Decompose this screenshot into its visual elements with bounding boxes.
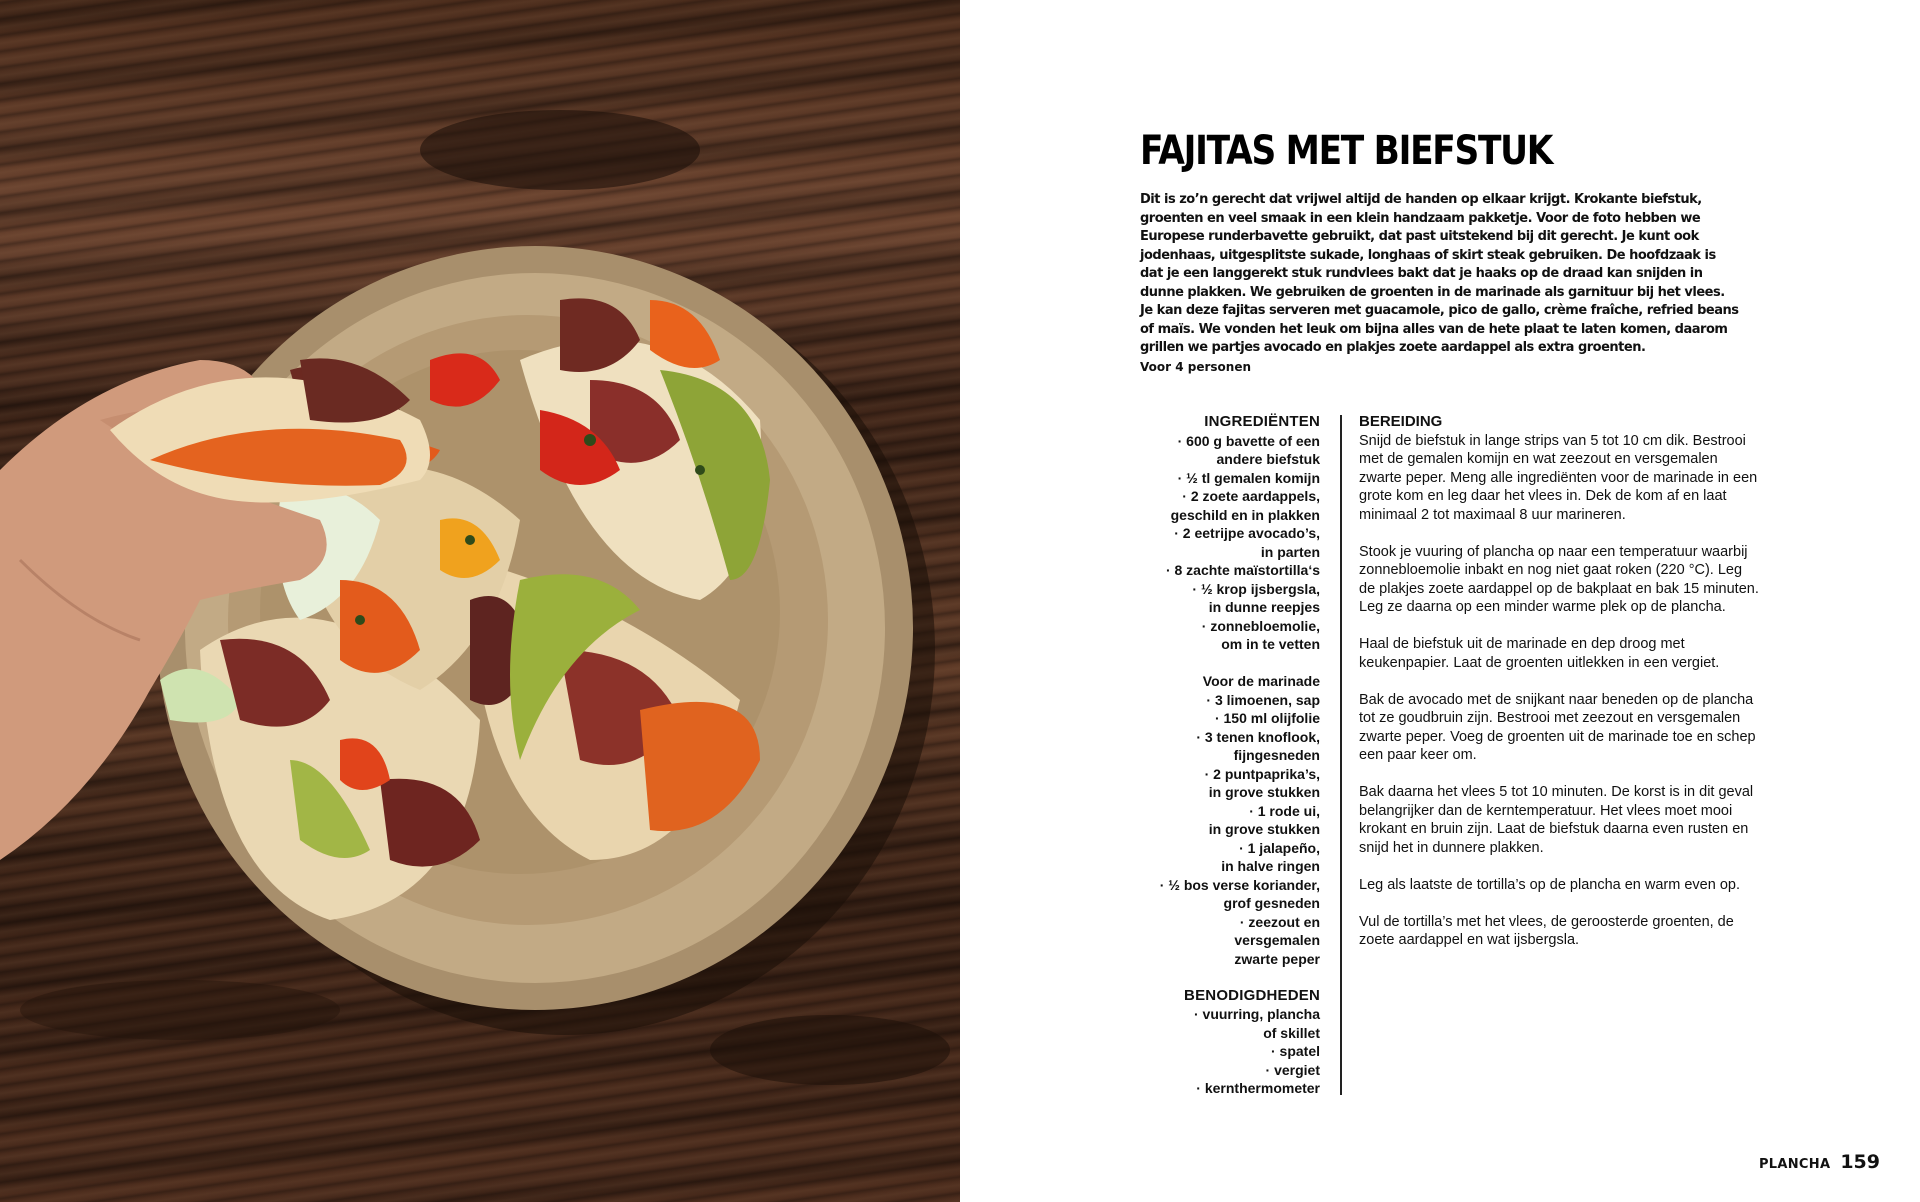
marinade-line: in grove stukken — [1208, 784, 1320, 800]
tool-line: · vuurring, plancha — [1193, 1006, 1320, 1022]
spacer — [1100, 968, 1320, 987]
method-step: Leg als laatste de tortilla’s op de plancha en warm even op. — [1359, 876, 1741, 893]
method-step: Stook je vuuring of plancha op naar een temperatuur waarbij zonnebloemolie inbakt en nog niet gaat roken (220 °C). Leg de plakjes zoete aardappel op de bakplaat en bak 15 minuten. Leg ze daarna op een minder warme plek op de plancha. — [1359, 543, 1759, 615]
ingredient-line: · 600 g bavette of een — [1177, 432, 1320, 449]
method-step: Haal de biefstuk uit de marinade en dep droog met keukenpapier. Laat de groenten uitlekken in een vergiet. — [1359, 636, 1720, 671]
marinade-line: in grove stukken — [1208, 821, 1320, 837]
marinade-line: versgemalen — [1234, 932, 1320, 948]
tool-line: · kernthermometer — [1196, 1080, 1320, 1096]
marinade-line: · ½ bos verse koriander, — [1159, 876, 1320, 893]
ingredients-heading: INGREDIËNTEN — [1204, 413, 1320, 430]
section-label: PLANCHA — [1758, 1157, 1831, 1172]
marinade-line: · 150 ml olijfolie — [1214, 710, 1320, 726]
page-number: 159 — [1840, 1151, 1880, 1173]
ingredients-column — [1100, 413, 1320, 1098]
method-column — [1359, 413, 1759, 968]
ingredient-line: · zonnebloemolie, — [1201, 617, 1320, 634]
tool-line: · spatel — [1270, 1043, 1320, 1059]
marinade-line: fijngesneden — [1233, 747, 1320, 763]
ingredient-line: andere biefstuk — [1216, 451, 1320, 467]
ingredient-line: · 2 zoete aardappels, — [1182, 488, 1320, 504]
recipe-title: FAJITAS MET BIEFSTUK — [1140, 128, 1553, 174]
page-footer — [1759, 1151, 1880, 1173]
ingredient-line: · ½ tl gemalen komijn — [1177, 469, 1320, 486]
method-step: Bak de avocado met de snijkant naar beneden op de plancha tot ze goudbruin zijn. Bestrooi met zeezout en versgemalen zwarte peper. Voeg de groenten uit de marinade toe en schep een paar keer om. — [1359, 691, 1756, 763]
ingredient-line: in parten — [1260, 543, 1320, 560]
method-heading: BEREIDING — [1359, 413, 1443, 430]
marinade-line: grof gesneden — [1223, 895, 1320, 911]
ingredient-line: · 8 zachte maïstortilla‘s — [1165, 562, 1320, 578]
spacer — [1100, 654, 1320, 673]
marinade-line: · 3 tenen knoflook, — [1196, 728, 1320, 745]
marinade-line: in halve ringen — [1221, 858, 1320, 874]
recipe-intro: Dit is zo’n gerecht dat vrijwel altijd de handen op elkaar krijgt. Krokante biefstuk, groenten en veel smaak in een klein handzaam pakketje. Voor de foto hebben we Europese runderbavette gebruikt, dat past uitstekend bij dit gerecht. Je kunt ook jodenhaas, uitgesplitste sukade, longhaas of skirt steak gebruiken. De hoofdzaak is dat je een langgerekt stuk rundvlees bakt dat je haaks op de draad kan snijden in dunne plakken. We gebruiken de groenten in de marinade als garnituur bij het vlees. Je kan deze fajitas serveren met guacamole, pico de gallo, crème fraîche, refried beans of maïs. We vonden het leuk om bijna alles van de hete plaat te laten komen, daarom grillen we partjes avocado en plakjes zoete aardappel als extra groenten. — [1140, 192, 1739, 355]
marinade-heading: Voor de marinade — [1202, 673, 1320, 689]
tool-line: · vergiet — [1265, 1061, 1320, 1078]
ingredient-line: om in te vetten — [1221, 636, 1320, 652]
tool-line: of skillet — [1263, 1024, 1320, 1041]
ingredient-line: in dunne reepjes — [1208, 599, 1320, 615]
servings-label: Voor 4 personen — [1140, 360, 1251, 374]
ingredient-line: · ½ krop ijsbergsla, — [1192, 580, 1320, 597]
method-step: Snijd de biefstuk in lange strips van 5 tot 10 cm dik. Bestrooi met de gemalen komijn en wat zeezout en versgemalen zwarte peper. Meng alle ingrediënten voor de marinade in een grote kom en leg daar het vlees in. Dek de kom af en laat minimaal 2 tot maximaal 8 uur marineren. — [1359, 432, 1758, 523]
column-divider — [1340, 415, 1342, 1095]
tools-heading: BENODIGDHEDEN — [1184, 986, 1320, 1004]
marinade-line: · 1 jalapeño, — [1239, 839, 1320, 856]
ingredient-line: · 2 eetrijpe avocado’s, — [1174, 525, 1320, 541]
ingredient-line: geschild en in plakken — [1170, 506, 1320, 523]
marinade-line: zwarte peper — [1234, 950, 1320, 967]
marinade-line: · 1 rode ui, — [1249, 802, 1320, 819]
method-step: Vul de tortilla’s met het vlees, de geroosterde groenten, de zoete aardappel en wat ijsbergsla. — [1359, 913, 1734, 948]
marinade-line: · 2 puntpaprika’s, — [1204, 765, 1320, 782]
method-step: Bak daarna het vlees 5 tot 10 minuten. De korst is in dit geval belangrijker dan de kerntemperatuur. Het vlees moet mooi krokant en bruin zijn. Laat de biefstuk daarna even rusten en snijd het in dunnere plakken. — [1359, 784, 1754, 856]
marinade-line: · 3 limoenen, sap — [1206, 691, 1320, 708]
marinade-line: · zeezout en — [1239, 913, 1320, 930]
